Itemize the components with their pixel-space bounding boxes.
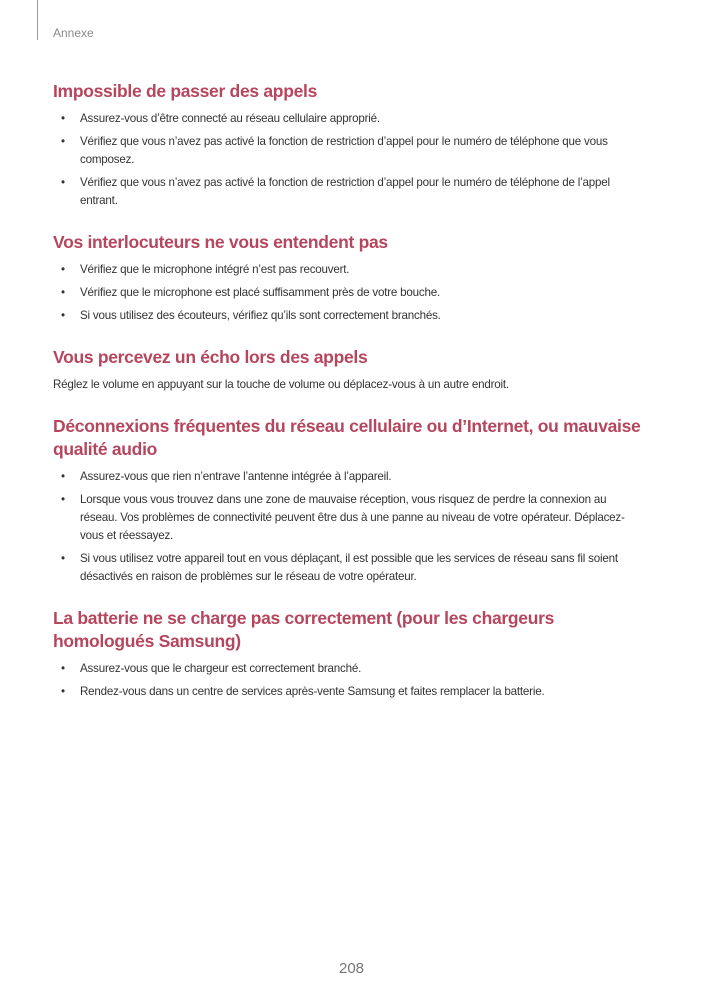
list-item: • Assurez-vous d’être connecté au réseau cellulaire approprié. bbox=[53, 110, 645, 128]
bullet-list bbox=[53, 660, 645, 701]
page-number: 208 bbox=[338, 960, 365, 977]
section-not-heard bbox=[53, 231, 645, 325]
list-item: • Vérifiez que vous n’avez pas activé la fonction de restriction d’appel pour le numéro de téléphone de l’appel entrant. bbox=[53, 174, 645, 210]
bullet-list bbox=[53, 468, 645, 586]
section-battery bbox=[53, 607, 645, 701]
header-rule bbox=[37, 0, 38, 40]
main-content bbox=[53, 80, 645, 706]
section-title: Impossible de passer des appels bbox=[53, 81, 318, 101]
list-item: • Rendez-vous dans un centre de services après-vente Samsung et faites remplacer la batterie. bbox=[53, 683, 645, 701]
bullet-list bbox=[53, 261, 645, 325]
list-item: • Vérifiez que le microphone intégré n’est pas recouvert. bbox=[53, 261, 645, 279]
bullet-list bbox=[53, 110, 645, 210]
list-item: • Si vous utilisez votre appareil tout en vous déplaçant, il est possible que les services de réseau sans fil soient désactivés en raison de problèmes sur le réseau de votre opérateur. bbox=[53, 550, 645, 586]
section-disconnections bbox=[53, 415, 645, 586]
section-title: Déconnexions fréquentes du réseau cellulaire ou d’Internet, ou mauvaise qualité audio bbox=[53, 416, 641, 459]
section-label: Annexe bbox=[53, 26, 94, 40]
section-cannot-call bbox=[53, 80, 645, 210]
list-item: • Assurez-vous que le chargeur est correctement branché. bbox=[53, 660, 645, 678]
list-item: • Si vous utilisez des écouteurs, vérifiez qu’ils sont correctement branchés. bbox=[53, 307, 645, 325]
section-title: Vous percevez un écho lors des appels bbox=[53, 347, 368, 367]
list-item: • Vérifiez que le microphone est placé suffisamment près de votre bouche. bbox=[53, 284, 645, 302]
section-echo bbox=[53, 346, 645, 394]
section-title: La batterie ne se charge pas correctement (pour les chargeurs homologués Samsung) bbox=[53, 608, 555, 651]
section-title: Vos interlocuteurs ne vous entendent pas bbox=[53, 232, 388, 252]
list-item: • Vérifiez que vous n’avez pas activé la fonction de restriction d’appel pour le numéro de téléphone que vous composez. bbox=[53, 133, 645, 169]
section-paragraph: Réglez le volume en appuyant sur la touche de volume ou déplacez-vous à un autre endroit. bbox=[53, 378, 509, 391]
list-item: • Lorsque vous vous trouvez dans une zone de mauvaise réception, vous risquez de perdre la connexion au réseau. Vos problèmes de connectivité peuvent être dus à une panne au niveau de votre opérateur. Déplacez-vous et réessayez. bbox=[53, 491, 645, 545]
list-item: • Assurez-vous que rien n’entrave l’antenne intégrée à l’appareil. bbox=[53, 468, 645, 486]
